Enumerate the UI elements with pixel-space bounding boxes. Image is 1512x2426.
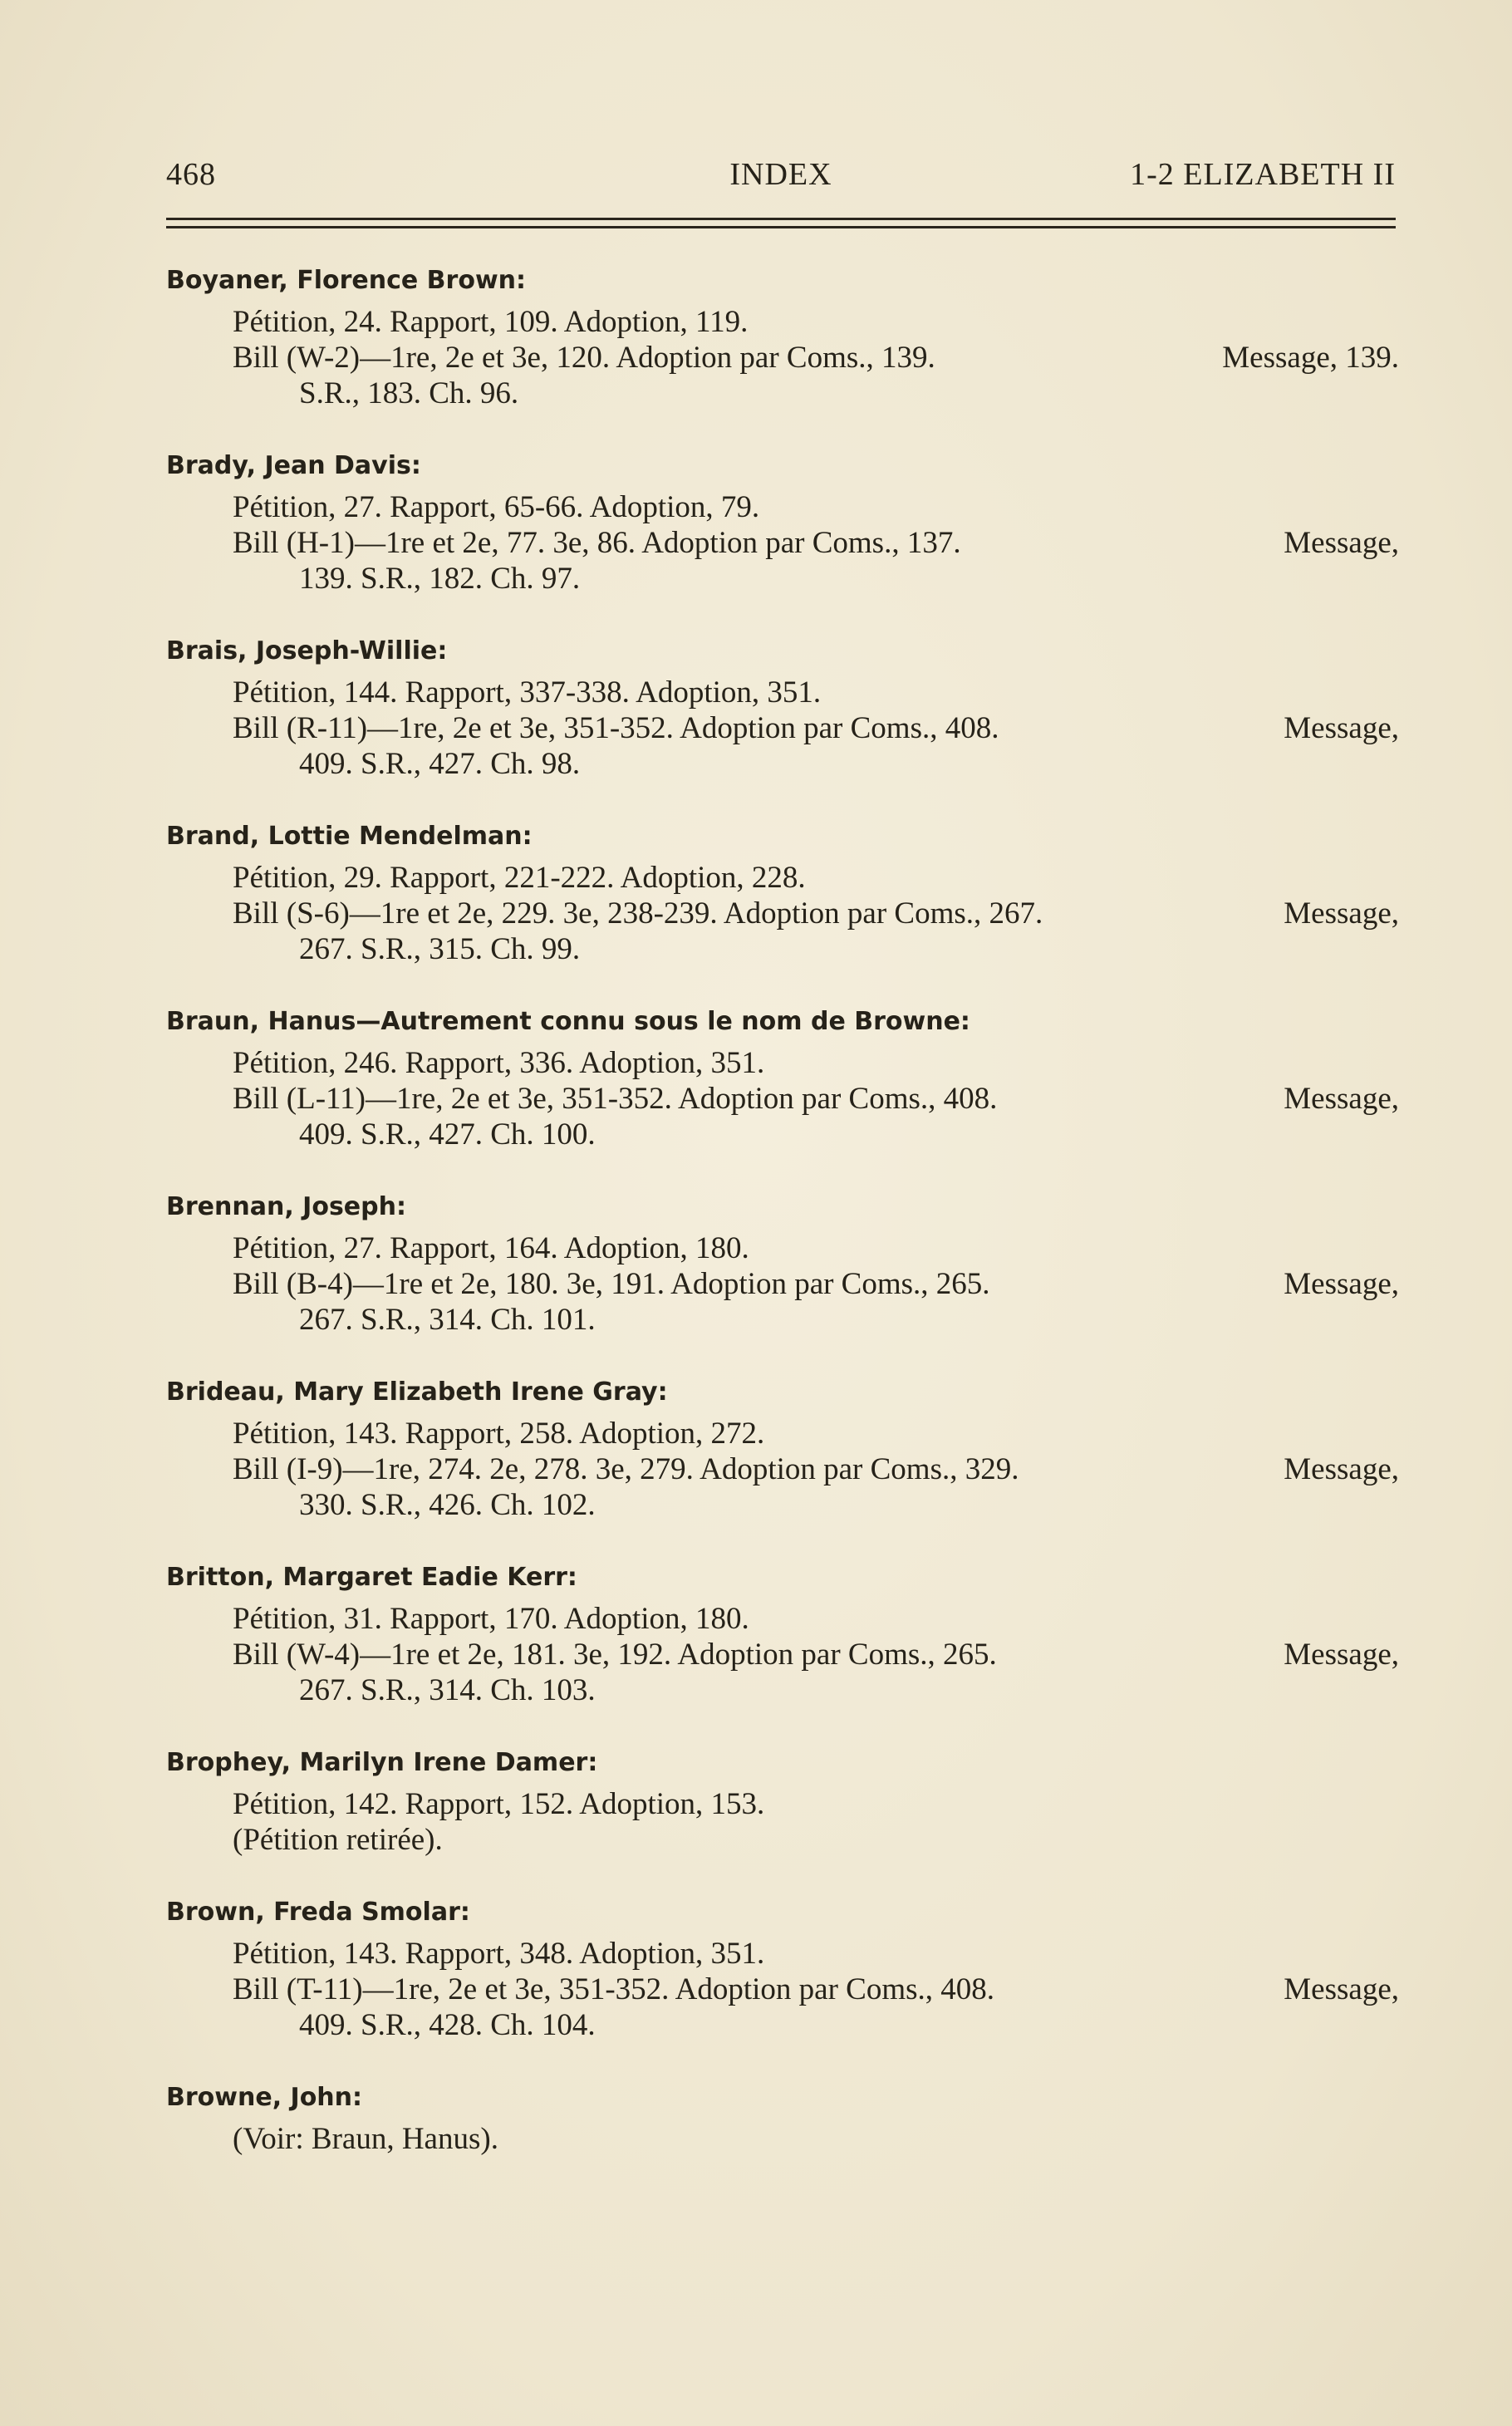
bill-text: Bill (W-2)—1re, 2e et 3e, 120. Adoption par Coms., 139.: [233, 341, 935, 375]
index-entry: [166, 633, 1412, 782]
index-entry: [166, 448, 1412, 597]
page-title: INDEX: [729, 157, 832, 192]
message-text: Message,: [1284, 526, 1399, 560]
message-text: Message,: [1284, 1972, 1399, 2006]
bill-text: Bill (H-1)—1re et 2e, 77. 3e, 86. Adoption par Coms., 137.: [233, 526, 961, 560]
message-text: Message,: [1284, 1452, 1399, 1486]
entry-name: Brennan, Joseph:: [166, 1192, 406, 1221]
message-text: Message,: [1284, 1267, 1399, 1301]
continuation-line: 267. S.R., 314. Ch. 101.: [299, 1303, 596, 1337]
index-entry: [166, 818, 1412, 967]
continuation-line: 267. S.R., 314. Ch. 103.: [299, 1673, 596, 1707]
bill-line: [166, 710, 1412, 746]
entry-name: Britton, Margaret Eadie Kerr:: [166, 1563, 577, 1592]
message-text: Message,: [1284, 1082, 1399, 1116]
bill-line: [166, 1637, 1412, 1672]
continuation-line: 330. S.R., 426. Ch. 102.: [299, 1488, 596, 1522]
entry-name: Brady, Jean Davis:: [166, 451, 421, 480]
bill-line: [166, 340, 1412, 376]
entry-name: Brown, Freda Smolar:: [166, 1898, 470, 1927]
petition-line: Pétition, 144. Rapport, 337-338. Adoption, 351.: [233, 675, 822, 710]
continuation-line: S.R., 183. Ch. 96.: [299, 376, 519, 410]
message-text: Message,: [1284, 711, 1399, 745]
continuation-line: 139. S.R., 182. Ch. 97.: [299, 562, 581, 596]
note-line: (Pétition retirée).: [233, 1823, 443, 1857]
header-rule-top: [166, 218, 1396, 220]
petition-line: Pétition, 24. Rapport, 109. Adoption, 119.: [233, 305, 749, 339]
continuation-line: 409. S.R., 427. Ch. 100.: [299, 1117, 596, 1152]
bill-text: Bill (L-11)—1re, 2e et 3e, 351-352. Adoption par Coms., 408.: [233, 1082, 998, 1116]
message-text: Message,: [1284, 896, 1399, 931]
entry-name: Brophey, Marilyn Irene Damer:: [166, 1748, 598, 1777]
message-text: Message, 139.: [1222, 341, 1399, 375]
header-rule-bottom: [166, 226, 1396, 228]
index-entry: [166, 1004, 1412, 1152]
petition-line: Pétition, 142. Rapport, 152. Adoption, 153.: [233, 1787, 765, 1821]
entry-name: Boyaner, Florence Brown:: [166, 266, 527, 295]
bill-text: Bill (W-4)—1re et 2e, 181. 3e, 192. Adoption par Coms., 265.: [233, 1638, 997, 1672]
entry-name: Brideau, Mary Elizabeth Irene Gray:: [166, 1378, 668, 1407]
index-entries: [166, 263, 1412, 2193]
bill-line: [166, 525, 1412, 561]
entry-name: Brand, Lottie Mendelman:: [166, 822, 533, 851]
petition-line: Pétition, 246. Rapport, 336. Adoption, 351.: [233, 1046, 765, 1080]
petition-line: Pétition, 27. Rapport, 65-66. Adoption, 79.: [233, 490, 760, 524]
bill-text: Bill (T-11)—1re, 2e et 3e, 351-352. Adoption par Coms., 408.: [233, 1972, 995, 2006]
entry-name: Browne, John:: [166, 2083, 363, 2112]
message-text: Message,: [1284, 1638, 1399, 1672]
index-entry: [166, 1189, 1412, 1338]
index-entry: [166, 1745, 1412, 1858]
bill-line: [166, 1972, 1412, 2007]
bill-text: Bill (S-6)—1re et 2e, 229. 3e, 238-239. Adoption par Coms., 267.: [233, 896, 1043, 931]
index-entry: [166, 263, 1412, 411]
index-entry: [166, 2080, 1412, 2157]
note-line: (Voir: Braun, Hanus).: [233, 2122, 498, 2156]
entry-name: Brais, Joseph-Willie:: [166, 636, 448, 665]
continuation-line: 409. S.R., 428. Ch. 104.: [299, 2008, 596, 2042]
running-header: [166, 156, 1396, 198]
continuation-line: 267. S.R., 315. Ch. 99.: [299, 932, 581, 966]
petition-line: Pétition, 29. Rapport, 221-222. Adoption, 228.: [233, 861, 806, 895]
page-number: 468: [166, 157, 216, 192]
bill-line: [166, 1081, 1412, 1117]
bill-text: Bill (I-9)—1re, 274. 2e, 278. 3e, 279. Adoption par Coms., 329.: [233, 1452, 1019, 1486]
bill-line: [166, 1266, 1412, 1302]
index-entry: [166, 1894, 1412, 2043]
petition-line: Pétition, 143. Rapport, 258. Adoption, 272.: [233, 1417, 765, 1451]
petition-line: Pétition, 27. Rapport, 164. Adoption, 180.: [233, 1231, 749, 1265]
bill-line: [166, 896, 1412, 931]
bill-line: [166, 1451, 1412, 1487]
bill-text: Bill (R-11)—1re, 2e et 3e, 351-352. Adoption par Coms., 408.: [233, 711, 999, 745]
volume-label: 1-2 ELIZABETH II: [1130, 157, 1396, 192]
index-entry: [166, 1374, 1412, 1523]
continuation-line: 409. S.R., 427. Ch. 98.: [299, 747, 581, 781]
petition-line: Pétition, 143. Rapport, 348. Adoption, 351.: [233, 1937, 765, 1971]
entry-name: Braun, Hanus—Autrement connu sous le nom de Browne:: [166, 1007, 970, 1036]
petition-line: Pétition, 31. Rapport, 170. Adoption, 180.: [233, 1602, 749, 1636]
bill-text: Bill (B-4)—1re et 2e, 180. 3e, 191. Adoption par Coms., 265.: [233, 1267, 990, 1301]
index-entry: [166, 1559, 1412, 1708]
